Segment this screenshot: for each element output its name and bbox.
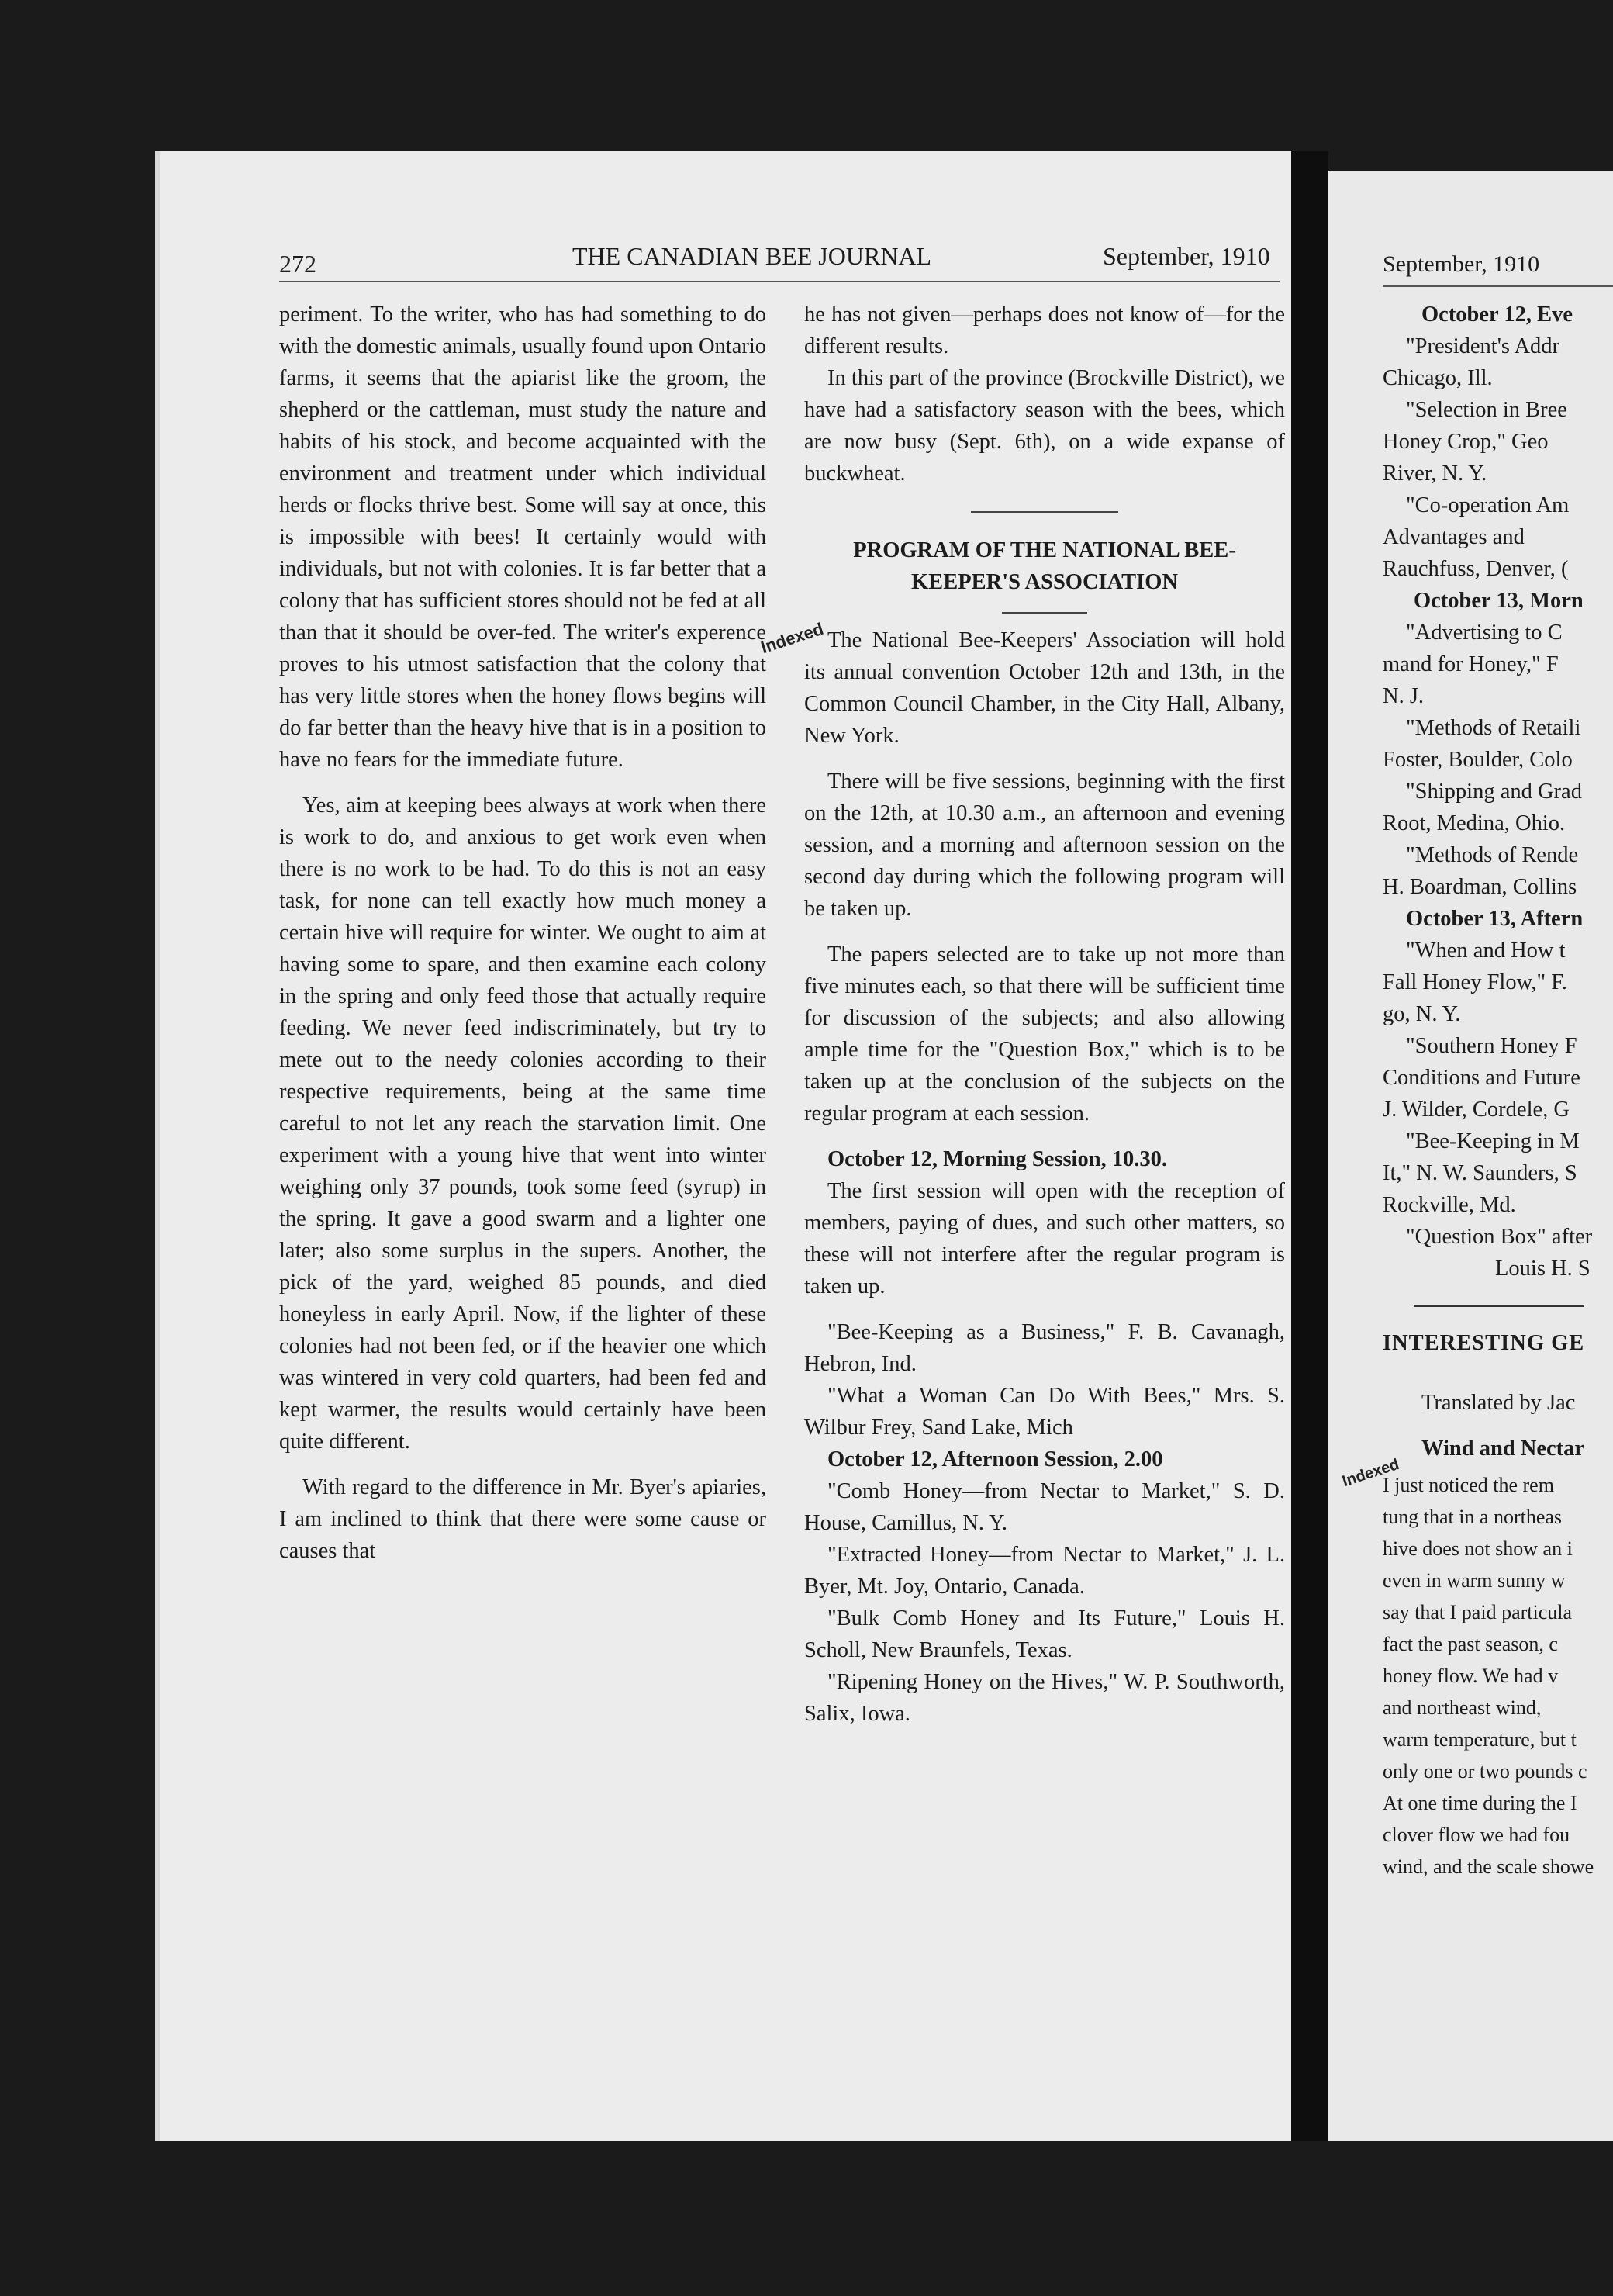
page-number: 272 — [279, 250, 316, 278]
page-date: September, 1910 — [1103, 242, 1270, 270]
article-line: honey flow. We had v — [1383, 1665, 1559, 1687]
program-line: mand for Honey," F — [1383, 652, 1559, 676]
heading-rule — [1002, 612, 1087, 614]
program-line: H. Boardman, Collins — [1383, 875, 1577, 899]
program-line: Fall Honey Flow," F. — [1383, 970, 1567, 994]
program-line: Rauchfuss, Denver, ( — [1383, 557, 1569, 581]
program-line: It," N. W. Saunders, S — [1383, 1161, 1577, 1185]
program-line: Root, Medina, Ohio. — [1383, 811, 1566, 835]
program-line: River, N. Y. — [1383, 462, 1487, 486]
program-line: "Methods of Rende — [1406, 843, 1579, 867]
program-line: "Advertising to C — [1406, 621, 1563, 645]
program-line: October 13, Aftern — [1406, 907, 1584, 931]
article-subheading: Wind and Nectar — [1421, 1437, 1585, 1461]
program-item: "Ripening Honey on the Hives," W. P. Southworth, Salix, Iowa. — [804, 1670, 1285, 1726]
program-item: "Bulk Comb Honey and Its Future," Louis H. Scholl, New Braunfels, Texas. — [804, 1606, 1285, 1662]
program-heading: PROGRAM OF THE NATIONAL BEE- — [853, 538, 1236, 562]
session-heading: October 12, Afternoon Session, 2.00 — [827, 1447, 1163, 1471]
paragraph: periment. To the writer, who has had something to do with the domestic animals, usually found upon Ontario farms, it seems that the apiarist like the groom, the shepherd or the cattleman, must study the nature and habits of his stock, and become acquainted with the environment and treatment under which individual herds or flocks thrive best. Some will say at once, this is impossible with bees! It certainly would with individuals, but not with colonies. It is far better that a colony that has sufficient stores should not be fed at all than that it should be over-fed. The writer's experence proves to his utmost satisfaction that the colony that has very little stores when the honey flows begins will do far better than the heavy hive that is in a position to have no fears for the immediate future. — [279, 303, 766, 772]
article-line: hive does not show an i — [1383, 1537, 1573, 1560]
article-line: warm temperature, but t — [1383, 1728, 1577, 1751]
program-line: "Shipping and Grad — [1406, 780, 1582, 804]
indexed-stamp: Indexed — [758, 618, 826, 658]
article-line: only one or two pounds c — [1383, 1760, 1587, 1783]
article-line: clover flow we had fou — [1383, 1824, 1570, 1846]
article-line: I just noticed the rem — [1383, 1474, 1554, 1496]
program-line: N. J. — [1383, 684, 1425, 708]
program-line: Honey Crop," Geo — [1383, 430, 1549, 454]
paragraph: The papers selected are to take up not more than five minutes each, so that there will be sufficient time for discussion of the subjects; and also allowing ample time for the "Question Box," which is to be taken up at the conclusion of the subjects on the regular program at each session. — [804, 942, 1285, 1126]
article-body — [1383, 1469, 1613, 1883]
indexed-stamp: Indexed — [1340, 1455, 1401, 1491]
right-column — [804, 299, 1285, 1730]
right-page-column — [1383, 299, 1613, 1883]
paragraph: With regard to the difference in Mr. Byer's apiaries, I am inclined to think that there were some cause or causes that — [279, 1475, 766, 1563]
program-line: Foster, Boulder, Colo — [1383, 748, 1573, 772]
paragraph: The National Bee-Keepers' Association will hold its annual convention October 12th and 13th, in the Common Council Chamber, in the City Hall, Albany, New York. — [804, 628, 1285, 748]
paragraph: There will be five sessions, beginning with the first on the 12th, at 10.30 a.m., an afternoon and evening session, and a morning and afternoon session on the second day during which the following program will be taken up. — [804, 769, 1285, 921]
program-line: "Selection in Bree — [1406, 398, 1567, 422]
program-item: "What a Woman Can Do With Bees," Mrs. S. Wilbur Frey, Sand Lake, Mich — [804, 1384, 1285, 1440]
translated-by: Translated by Jac — [1421, 1391, 1576, 1415]
article-line: wind, and the scale showe — [1383, 1855, 1594, 1878]
program-line: "President's Addr — [1406, 334, 1560, 358]
program-line: Advantages and — [1383, 525, 1525, 549]
section-separator — [1414, 1305, 1584, 1307]
program-line: "Methods of Retaili — [1406, 716, 1581, 740]
paragraph: The first session will open with the reception of members, paying of dues, and such other matters, so these will not interfere after the regular program is taken up. — [804, 1179, 1285, 1298]
header-rule — [279, 281, 1280, 282]
program-line: Rockville, Md. — [1383, 1193, 1516, 1217]
article-line: even in warm sunny w — [1383, 1569, 1566, 1592]
paragraph: In this part of the province (Brockville District), we have had a satisfactory season with the bees, which are now busy (Sept. 6th), on a wide expanse of buckwheat. — [804, 366, 1285, 486]
program-line: go, N. Y. — [1383, 1002, 1461, 1026]
program-heading: KEEPER'S ASSOCIATION — [911, 570, 1178, 594]
program-line: Chicago, Ill. — [1383, 366, 1493, 390]
program-item: "Bee-Keeping as a Business," F. B. Cavanagh, Hebron, Ind. — [804, 1320, 1285, 1376]
program-line: "When and How t — [1406, 939, 1566, 963]
program-line: "Bee-Keeping in M — [1406, 1129, 1580, 1153]
program-line: "Southern Honey F — [1406, 1034, 1577, 1058]
program-line: October 12, Eve — [1421, 303, 1573, 327]
section-separator — [971, 511, 1118, 513]
session-heading: October 12, Morning Session, 10.30. — [827, 1147, 1168, 1171]
paragraph: he has not given—perhaps does not know of—for the different results. — [804, 303, 1285, 358]
program-item: "Comb Honey—from Nectar to Market," S. D. House, Camillus, N. Y. — [804, 1479, 1285, 1535]
paragraph: Yes, aim at keeping bees always at work when there is work to do, and anxious to get work even when there is no work to be had. To do this is not an easy task, for none can tell exactly how much money a certain hive will require for winter. We ought to aim at having some to spare, and then examine each colony in the spring and only feed those that actually require feeding. We never feed indiscriminately, but try to mete out to the needy colonies according to their respective requirements, being at the same time careful to not let any reach the starvation limit. One experiment with a young hive that went into winter weighing only 37 pounds, took some feed (syrup) in the spring. It gave a good swarm and a lighter one later; also some surplus in the supers. Another, the pick of the yard, weighed 85 pounds, and died honeyless in early April. Now, if the lighter of these colonies had not been fed, or if the heavier one which was wintered in very cold quarters, had been fed and kept warmer, the results would certainly have been quite different. — [279, 794, 766, 1454]
article-line: fact the past season, c — [1383, 1633, 1558, 1655]
left-column — [279, 299, 766, 1567]
book-gutter — [1291, 151, 1328, 2141]
article-line: say that I paid particula — [1383, 1601, 1573, 1623]
program-line: J. Wilder, Cordele, G — [1383, 1098, 1570, 1122]
journal-title: THE CANADIAN BEE JOURNAL — [572, 242, 932, 270]
program-line: Louis H. S — [1495, 1257, 1591, 1281]
program-item: "Extracted Honey—from Nectar to Market," J. L. Byer, Mt. Joy, Ontario, Canada. — [804, 1543, 1285, 1599]
program-line: "Question Box" after — [1406, 1225, 1593, 1249]
program-line: October 13, Morn — [1414, 589, 1584, 613]
article-heading: INTERESTING GE — [1383, 1331, 1585, 1355]
article-line: and northeast wind, — [1383, 1696, 1542, 1719]
article-line: At one time during the I — [1383, 1792, 1577, 1814]
program-line: "Co-operation Am — [1406, 493, 1570, 517]
right-page-date: September, 1910 — [1383, 251, 1540, 277]
article-line: tung that in a northeas — [1383, 1506, 1563, 1528]
right-header-rule — [1383, 285, 1613, 287]
program-line: Conditions and Future — [1383, 1066, 1580, 1090]
program-continuation — [1383, 299, 1613, 1285]
